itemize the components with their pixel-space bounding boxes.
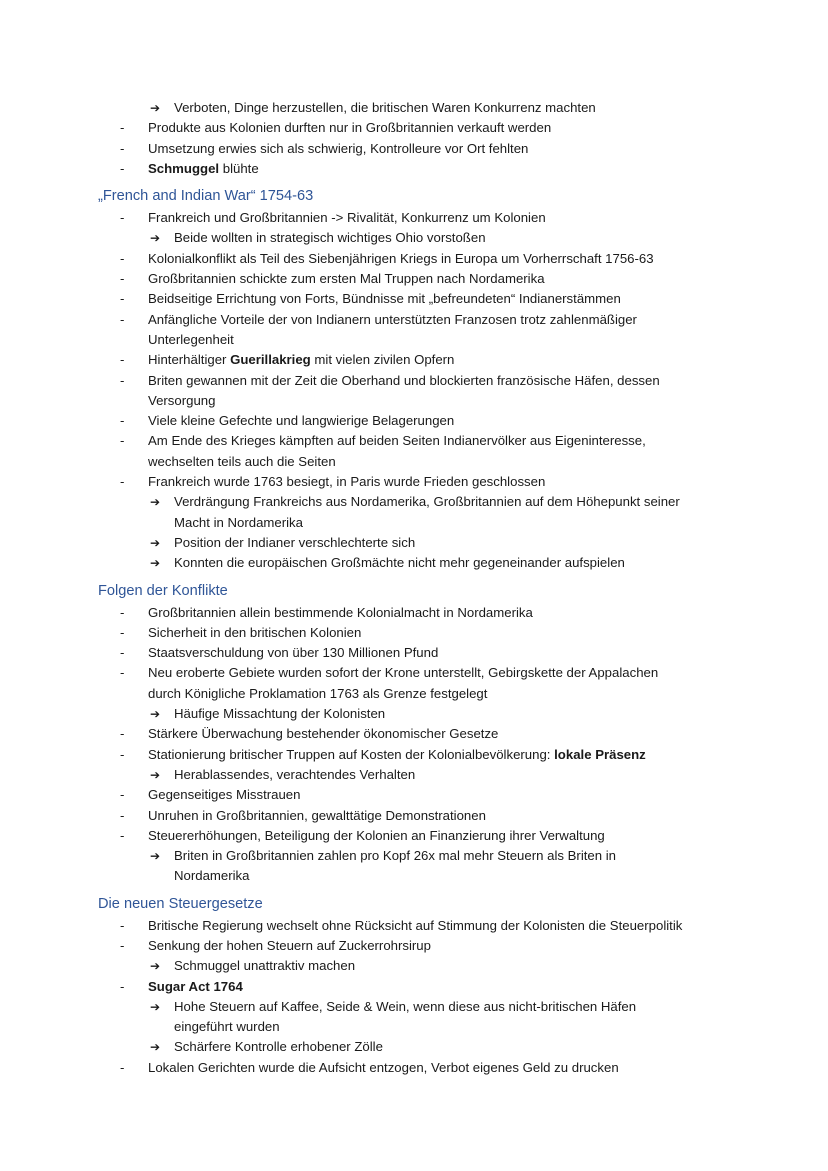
bullet-item [0, 977, 828, 997]
bullet-item [0, 806, 828, 826]
item-text-body: Gegenseitiges Misstrauen [148, 787, 301, 803]
item-text-body: Schmuggel unattraktiv machen [174, 958, 356, 974]
item-text [148, 936, 431, 956]
item-text-body: blühte [219, 160, 259, 176]
item-text-body: Beidseitige Errichtung von Forts, Bündnisse mit „befreundeten“ Indianerstämmen [148, 291, 621, 307]
dash-bullet-icon: - [120, 746, 125, 762]
bullet-item [0, 643, 828, 663]
item-text-body: Versorgung [148, 392, 216, 408]
dash-bullet-icon: - [120, 787, 125, 803]
bullet-item [0, 745, 828, 765]
item-text [148, 289, 621, 309]
item-text-body: Nordamerika [174, 868, 250, 884]
dash-bullet-icon: - [120, 937, 125, 953]
bullet-item [0, 269, 828, 289]
item-text-bold: Sugar Act 1764 [148, 978, 243, 994]
item-text [148, 684, 487, 704]
bullet-item [0, 118, 828, 138]
item-text-body: Anfängliche Vorteile der von Indianern unterstützten Franzosen trotz zahlenmäßiger [148, 311, 637, 327]
item-text-body: Verboten, Dinge herzustellen, die britischen Waren Konkurrenz machten [174, 100, 596, 115]
item-text [148, 330, 234, 350]
notes-content [0, 98, 828, 1078]
arrow-item [0, 866, 828, 886]
item-text-body: Kolonialkonflikt als Teil des Siebenjährigen Kriegs in Europa um Vorherrschaft 1756-63 [148, 250, 654, 266]
arrow-item [0, 492, 828, 512]
dash-bullet-icon: - [120, 827, 125, 843]
section-heading [0, 580, 828, 603]
item-text [148, 603, 533, 623]
item-text-body: Unterlegenheit [148, 331, 234, 347]
dash-bullet-icon: - [120, 978, 125, 994]
item-text [148, 916, 682, 936]
item-text-body: Position der Indianer verschlechterte sich [174, 534, 416, 550]
item-text [174, 492, 680, 512]
item-text [148, 208, 546, 228]
arrow-icon: ➔ [150, 1040, 161, 1055]
item-text [148, 431, 646, 451]
item-text [174, 533, 415, 553]
item-text [174, 866, 250, 886]
arrow-icon: ➔ [150, 707, 161, 722]
item-text-prefix: Stationierung britischer Truppen auf Kosten der Kolonialbevölkerung: [148, 746, 555, 762]
bullet-item [0, 208, 828, 228]
arrow-item [0, 533, 828, 553]
item-text-body: eingeführt wurden [174, 1019, 280, 1035]
item-text-prefix: Hinterhältiger [148, 352, 231, 368]
item-text [148, 623, 361, 643]
item-text-body: mit vielen zivilen Opfern [310, 352, 455, 368]
dash-bullet-icon: - [120, 624, 125, 640]
arrow-icon: ➔ [150, 849, 161, 864]
item-text [174, 1037, 383, 1057]
bullet-item [0, 1058, 828, 1078]
item-text-body: Neu eroberte Gebiete wurden sofort der Krone unterstellt, Gebirgskette der Appalachen [148, 665, 659, 681]
item-text-body: Viele kleine Gefechte und langwierige Belagerungen [148, 413, 455, 429]
item-text [174, 956, 355, 976]
item-text [148, 663, 658, 683]
item-text [148, 452, 336, 472]
bullet-item [0, 411, 828, 431]
section-heading [0, 185, 828, 208]
dash-bullet-icon: - [120, 726, 125, 742]
arrow-item [0, 553, 828, 573]
item-text-body: Sicherheit in den britischen Kolonien [148, 624, 362, 640]
item-text [148, 139, 528, 159]
item-text-body: Frankreich und Großbritannien -> Rivalität, Konkurrenz um Kolonien [148, 210, 546, 226]
dash-bullet-icon: - [120, 352, 125, 368]
section-heading-text: „French and Indian War“ 1754-63 [98, 188, 314, 205]
item-text [148, 806, 486, 826]
bullet-item [0, 159, 828, 179]
arrow-item [0, 846, 828, 866]
section-heading-text: Folgen der Konflikte [98, 582, 228, 599]
item-text [174, 228, 486, 248]
item-text [148, 724, 498, 744]
bullet-item [0, 452, 828, 472]
bullet-item [0, 826, 828, 846]
item-text-body: Herablassendes, verachtendes Verhalten [174, 766, 416, 782]
item-text-body: Konnten die europäischen Großmächte nicht mehr gegeneinander aufspielen [174, 555, 625, 571]
item-text [174, 765, 415, 785]
bullet-item [0, 936, 828, 956]
bullet-item [0, 431, 828, 451]
item-text-body: Steuererhöhungen, Beteiligung der Kolonien an Finanzierung ihrer Verwaltung [148, 827, 605, 843]
bullet-item [0, 623, 828, 643]
item-text [148, 118, 551, 138]
dash-bullet-icon: - [120, 645, 125, 661]
bullet-item [0, 249, 828, 269]
arrow-item [0, 98, 828, 118]
item-text-body: Am Ende des Krieges kämpften auf beiden Seiten Indianervölker aus Eigeninteresse, [148, 433, 646, 449]
item-text [174, 98, 596, 118]
item-text-body: Beide wollten in strategisch wichtiges Ohio vorstoßen [174, 230, 486, 246]
item-text [174, 513, 303, 533]
item-text-body: Frankreich wurde 1763 besiegt, in Paris wurde Frieden geschlossen [148, 474, 546, 490]
item-text [148, 826, 605, 846]
bullet-item [0, 724, 828, 744]
item-text [174, 704, 385, 724]
bullet-item [0, 310, 828, 330]
item-text-body: Staatsverschuldung von über 130 Millionen Pfund [148, 645, 439, 661]
arrow-item [0, 704, 828, 724]
item-text [148, 411, 454, 431]
item-text [148, 371, 660, 391]
bullet-item [0, 391, 828, 411]
item-text-body: Senkung der hohen Steuern auf Zuckerrohrsirup [148, 937, 431, 953]
dash-bullet-icon: - [120, 160, 125, 176]
arrow-icon: ➔ [150, 959, 161, 974]
arrow-item [0, 228, 828, 248]
dash-bullet-icon: - [120, 271, 125, 287]
item-text [148, 249, 654, 269]
bullet-item [0, 603, 828, 623]
item-text-body: durch Königliche Proklamation 1763 als Grenze festgelegt [148, 685, 488, 701]
section-heading-text: Die neuen Steuergesetze [98, 895, 263, 912]
item-text [148, 472, 545, 492]
item-text-body: Unruhen in Großbritannien, gewalttätige Demonstrationen [148, 807, 486, 823]
dash-bullet-icon: - [120, 474, 125, 490]
item-text-body: Stärkere Überwachung bestehender ökonomischer Gesetze [148, 726, 499, 742]
dash-bullet-icon: - [120, 917, 125, 933]
bullet-item [0, 916, 828, 936]
arrow-item [0, 765, 828, 785]
item-text [148, 391, 215, 411]
item-text-body: Großbritannien allein bestimmende Kolonialmacht in Nordamerika [148, 604, 533, 620]
arrow-icon: ➔ [150, 556, 161, 571]
bullet-item [0, 289, 828, 309]
item-text [148, 1058, 619, 1078]
item-text [148, 350, 454, 370]
item-text-body: Verdrängung Frankreichs aus Nordamerika, Großbritannien auf dem Höhepunkt seiner [174, 494, 680, 510]
item-text-bold: Schmuggel [148, 160, 220, 176]
dash-bullet-icon: - [120, 665, 125, 681]
dash-bullet-icon: - [120, 433, 125, 449]
bullet-item [0, 684, 828, 704]
item-text-body: Britische Regierung wechselt ohne Rücksicht auf Stimmung der Kolonisten die Steuerpolitik [148, 917, 683, 933]
dash-bullet-icon: - [120, 140, 125, 156]
arrow-icon: ➔ [150, 767, 161, 782]
item-text-body: Lokalen Gerichten wurde die Aufsicht entzogen, Verbot eigenes Geld zu drucken [148, 1059, 619, 1075]
dash-bullet-icon: - [120, 120, 125, 136]
dash-bullet-icon: - [120, 807, 125, 823]
item-text [148, 159, 259, 179]
item-text-body: Macht in Nordamerika [174, 514, 303, 530]
item-text [174, 553, 625, 573]
dash-bullet-icon: - [120, 372, 125, 388]
dash-bullet-icon: - [120, 210, 125, 226]
item-text [148, 269, 545, 289]
arrow-item [0, 956, 828, 976]
item-text [148, 785, 300, 805]
bullet-item [0, 663, 828, 683]
bullet-item [0, 472, 828, 492]
bullet-item [0, 371, 828, 391]
bullet-item [0, 139, 828, 159]
item-text-bold: Guerillakrieg [230, 352, 311, 368]
arrow-item [0, 1017, 828, 1037]
bullet-item [0, 330, 828, 350]
arrow-icon: ➔ [150, 535, 161, 550]
arrow-icon: ➔ [150, 101, 161, 115]
item-text-body: Häufige Missachtung der Kolonisten [174, 706, 386, 722]
item-text-body: Briten gewannen mit der Zeit die Oberhand und blockierten französische Häfen, dessen [148, 372, 660, 388]
arrow-icon: ➔ [150, 495, 161, 510]
arrow-item [0, 513, 828, 533]
item-text [174, 846, 616, 866]
item-text-body: wechselten teils auch die Seiten [148, 453, 336, 469]
item-text [148, 745, 646, 765]
dash-bullet-icon: - [120, 604, 125, 620]
dash-bullet-icon: - [120, 291, 125, 307]
item-text-body: Briten in Großbritannien zahlen pro Kopf 26x mal mehr Steuern als Briten in [174, 848, 617, 864]
bullet-item [0, 785, 828, 805]
dash-bullet-icon: - [120, 413, 125, 429]
item-text [148, 977, 243, 997]
dash-bullet-icon: - [120, 1059, 125, 1075]
dash-bullet-icon: - [120, 311, 125, 327]
bullet-item [0, 350, 828, 370]
item-text-body: Großbritannien schickte zum ersten Mal Truppen nach Nordamerika [148, 271, 545, 287]
item-text-body: Hohe Steuern auf Kaffee, Seide & Wein, wenn diese aus nicht-britischen Häfen [174, 998, 637, 1014]
item-text-body: Produkte aus Kolonien durften nur in Großbritannien verkauft werden [148, 120, 552, 136]
arrow-item [0, 1037, 828, 1057]
item-text [174, 997, 636, 1017]
arrow-icon: ➔ [150, 231, 161, 246]
arrow-item [0, 997, 828, 1017]
dash-bullet-icon: - [120, 250, 125, 266]
section-heading [0, 893, 828, 916]
item-text [148, 310, 637, 330]
item-text-body: Schärfere Kontrolle erhobener Zölle [174, 1039, 383, 1055]
item-text [148, 643, 438, 663]
item-text-body: Umsetzung erwies sich als schwierig, Kontrolleure vor Ort fehlten [148, 140, 529, 156]
item-text [174, 1017, 280, 1037]
arrow-icon: ➔ [150, 999, 161, 1014]
item-text-bold: lokale Präsenz [554, 746, 646, 762]
